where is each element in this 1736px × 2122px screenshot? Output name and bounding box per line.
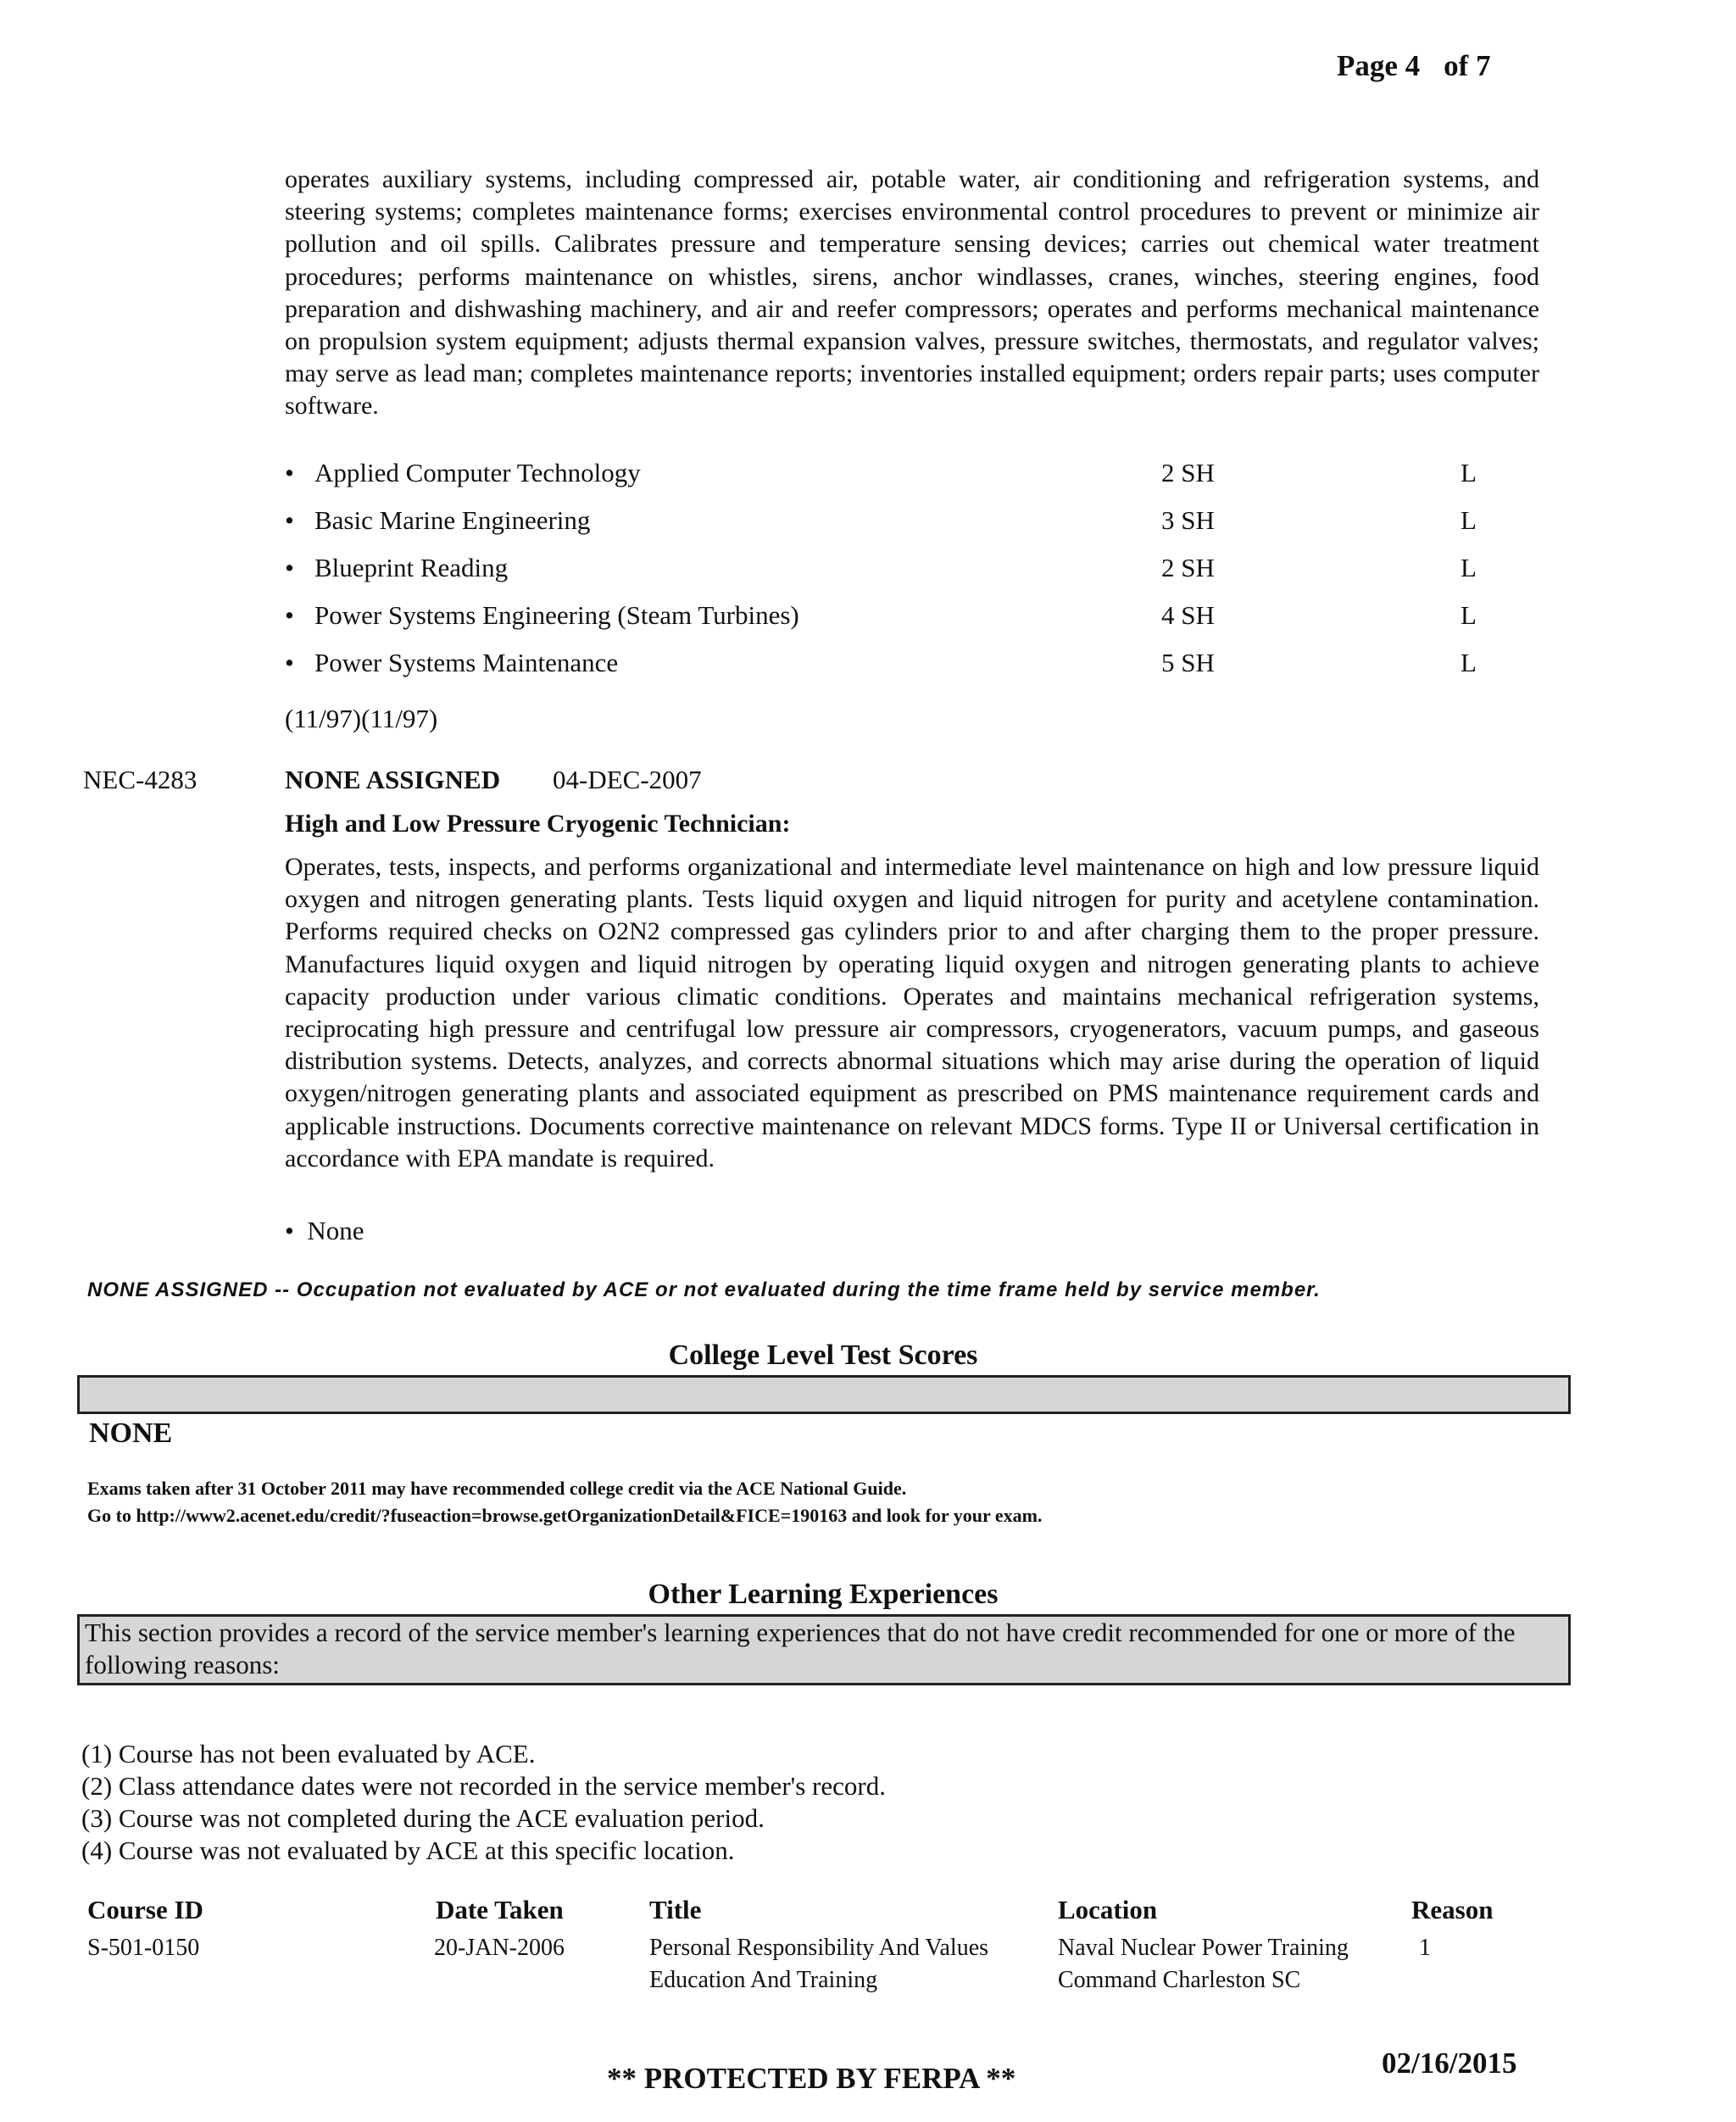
clep-section-title: College Level Test Scores (668, 1339, 978, 1371)
credit-row (285, 599, 1539, 632)
credit-hours: 2 SH (1161, 553, 1215, 582)
credit-level: L (1461, 600, 1477, 630)
header-title: Title (649, 1895, 702, 1924)
cell-course-id: S-501-0150 (87, 1935, 200, 1961)
bullet: • (285, 648, 294, 677)
page-total: of 7 (1444, 49, 1491, 82)
none-assigned-note: NONE ASSIGNED -- Occupation not evaluated by ACE or not evaluated during the time frame held by service member. (87, 1278, 1321, 1301)
page-label: Page 4 (1337, 49, 1421, 82)
clep-note-line2: Go to http://www2.acenet.edu/credit/?fuseaction=browse.getOrganizationDetail&FICE=190163 and look for your exam. (87, 1505, 1043, 1526)
credit-level: L (1461, 458, 1477, 487)
bullet: • (285, 600, 294, 630)
credit-level: L (1461, 505, 1477, 535)
credit-title: Blueprint Reading (314, 553, 509, 582)
footer-date: 02/16/2015 (1382, 2047, 1517, 2080)
credit-title: Power Systems Engineering (Steam Turbines) (314, 600, 799, 630)
dates-note: (11/97)(11/97) (285, 704, 438, 733)
cell-title (649, 1932, 988, 1997)
clep-note-line1: Exams taken after 31 October 2011 may have recommended college credit via the ACE National Guide. (87, 1478, 907, 1499)
ole-section-title: Other Learning Experiences (648, 1579, 999, 1610)
nec-title: High and Low Pressure Cryogenic Technician: (285, 810, 791, 838)
reason-line: (1) Course has not been evaluated by ACE. (81, 1739, 536, 1768)
credit-hours: 4 SH (1161, 600, 1215, 630)
header-location: Location (1058, 1895, 1158, 1924)
ole-intro-box: This section provides a record of the service member's learning experiences that do not have credit recommended for one or more of the following reasons: (77, 1614, 1571, 1685)
nec-status: NONE ASSIGNED (285, 765, 501, 794)
cell-title-line1: Personal Responsibility And Values (649, 1935, 989, 1961)
cell-date-taken: 20-JAN-2006 (434, 1935, 565, 1961)
occupation-description: operates auxiliary systems, including compressed air, potable water, air conditioning and refrigeration systems, and steering systems; completes maintenance forms; exercises environmental control procedures to prevent or minimize air pollution and oil spills. Calibrates pressure and temperature sensing devices; carries out chemical water treatment procedures; performs maintenance on whistles, sirens, anchor windlasses, cranes, winches, steering engines, food preparation and dishwashing machinery, and air and reefer compressors; operates and performs mechanical maintenance on propulsion system equipment; adjusts thermal expansion valves, pressure switches, thermostats, and regulator valves; may serve as lead man; completes maintenance reports; inventories installed equipment; orders repair parts; uses computer software. (285, 165, 1539, 421)
nec-credit-text: None (307, 1216, 364, 1245)
credit-row (285, 551, 1539, 585)
cell-reason: 1 (1419, 1935, 1431, 1961)
cell-location (1058, 1932, 1349, 1997)
credit-level: L (1461, 553, 1477, 582)
cell-location-line2: Command Charleston SC (1058, 1967, 1301, 1993)
credit-row (285, 646, 1539, 680)
cell-title-line2: Education And Training (649, 1967, 878, 1993)
cell-location-line1: Naval Nuclear Power Training (1058, 1935, 1349, 1961)
clep-header-bar (77, 1375, 1571, 1414)
header-date-taken: Date Taken (436, 1895, 564, 1924)
ferpa-notice: ** PROTECTED BY FERPA ** (607, 2062, 1016, 2095)
credit-title: Applied Computer Technology (314, 458, 641, 487)
bullet: • (285, 458, 294, 487)
header-reason: Reason (1411, 1895, 1494, 1924)
header-course-id: Course ID (87, 1895, 203, 1924)
nec-date: 04-DEC-2007 (553, 765, 702, 794)
nec-credit-item (285, 1214, 364, 1248)
credit-hours: 2 SH (1161, 458, 1215, 487)
credit-row (285, 456, 1539, 490)
bullet: • (285, 553, 294, 582)
clep-result: NONE (89, 1417, 173, 1449)
credit-row (285, 504, 1539, 537)
bullet: • (285, 1216, 294, 1245)
nec-code: NEC-4283 (83, 765, 198, 794)
credit-hours: 5 SH (1161, 648, 1215, 677)
credit-level: L (1461, 648, 1477, 677)
reason-line: (4) Course was not evaluated by ACE at this specific location. (81, 1835, 735, 1865)
page-number (1337, 49, 1491, 83)
credit-hours: 3 SH (1161, 505, 1215, 535)
bullet: • (285, 505, 294, 535)
credit-title: Power Systems Maintenance (314, 648, 619, 677)
credit-title: Basic Marine Engineering (314, 505, 591, 535)
reason-line: (2) Class attendance dates were not recorded in the service member's record. (81, 1771, 886, 1801)
nec-description: Operates, tests, inspects, and performs organizational and intermediate level maintenance on high and low pressure liquid oxygen and nitrogen generating plants. Tests liquid oxygen and liquid nitrogen for purity and acetylene contamination. Performs required checks on O2N2 compressed gas cylinders prior to and after charging them to the proper pressure. Manufactures liquid oxygen and liquid nitrogen by operating liquid oxygen and nitrogen generating plants to achieve capacity production under various climatic conditions. Operates and maintains mechanical refrigeration systems, reciprocating high pressure and centrifugal low pressure air compressors, cryogenerators, vacuum pumps, and gaseous distribution systems. Detects, analyzes, and corrects abnormal situations which may arise during the operation of liquid oxygen/nitrogen generating plants and associated equipment as prescribed on PMS maintenance requirement cards and applicable instructions. Documents corrective maintenance on relevant MDCS forms. Type II or Universal certification in accordance with EPA mandate is required. (285, 853, 1539, 1172)
reason-line: (3) Course was not completed during the ACE evaluation period. (81, 1803, 765, 1833)
